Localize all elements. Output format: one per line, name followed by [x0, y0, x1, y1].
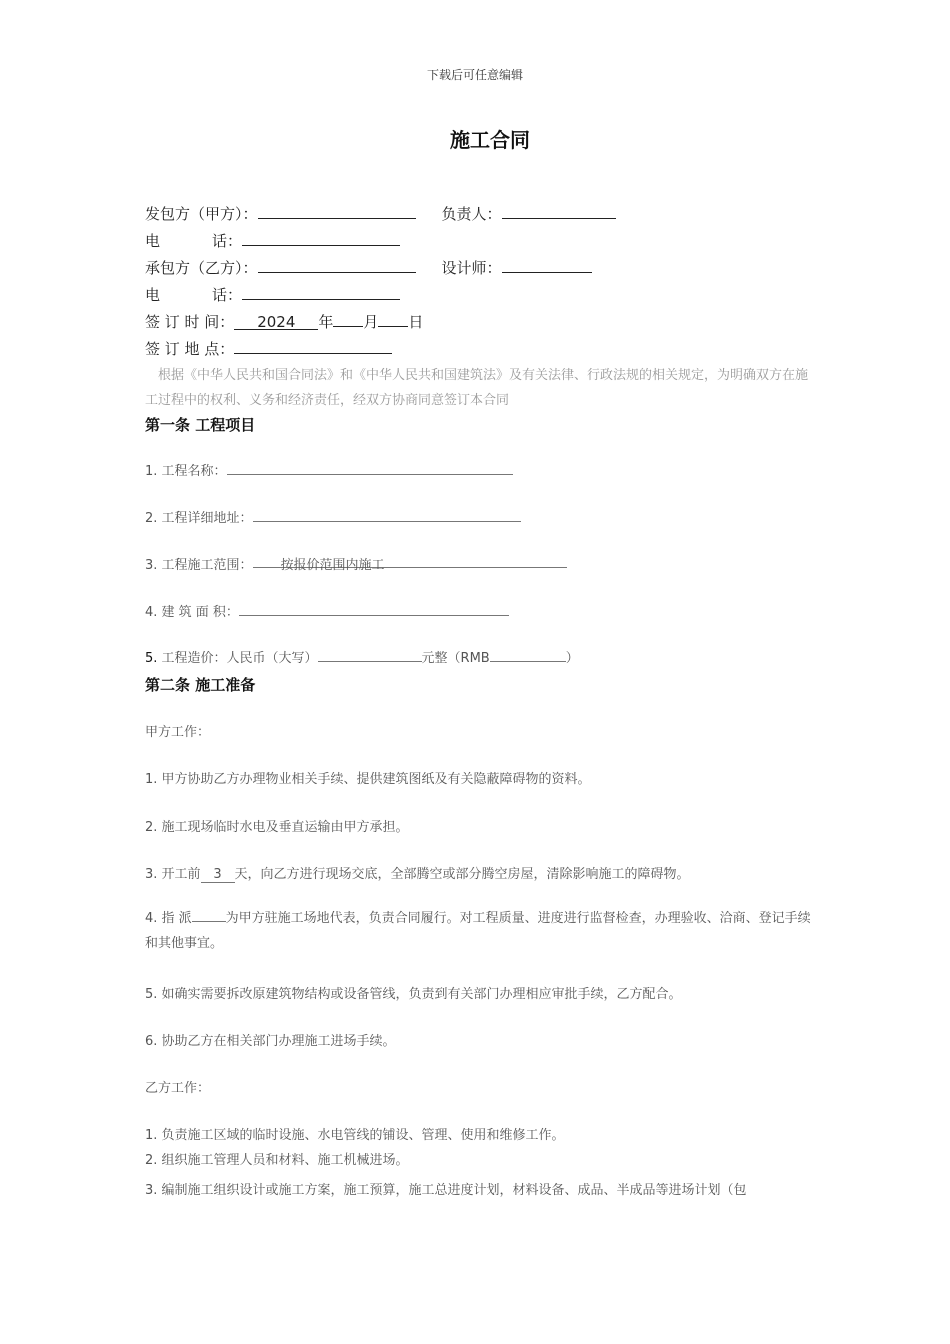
article2-heading: 第二条 施工准备 — [145, 676, 256, 694]
project-scope-row — [145, 554, 567, 573]
designer-field[interactable] — [502, 256, 592, 273]
principal-field[interactable] — [502, 202, 616, 219]
project-name-label: 1. 工程名称： — [145, 464, 227, 479]
party-b-item-1: 1. 负责施工区域的临时设施、水电管线的铺设、管理、使用和维修工作。 — [145, 1128, 565, 1143]
contractor-row — [145, 256, 592, 278]
principal-label: 负责人： — [441, 205, 502, 223]
sign-year-field[interactable]: 2024 — [234, 313, 318, 330]
contractor-field[interactable] — [258, 256, 416, 273]
project-address-label: 2. 工程详细地址： — [145, 511, 253, 526]
phone1-field[interactable] — [242, 229, 400, 246]
phone1-label-a: 电 — [145, 232, 161, 250]
representative-field[interactable] — [192, 906, 226, 922]
party-a-title: 甲方工作： — [145, 725, 211, 740]
sign-place-row — [145, 337, 392, 359]
project-name-field[interactable] — [227, 460, 513, 475]
contractor-label: 承包方（乙方）： — [145, 259, 258, 277]
article1-heading: 第一条 工程项目 — [145, 416, 256, 434]
project-cost-number: 5. — [145, 651, 158, 666]
project-address-field[interactable] — [253, 507, 521, 522]
project-name-row — [145, 460, 513, 479]
party-a-item-2: 2. 施工现场临时水电及垂直运输由甲方承担。 — [145, 820, 409, 835]
day-unit: 日 — [408, 313, 424, 331]
employer-row — [145, 202, 616, 224]
party-b-item-3: 3. 编制施工组织设计或施工方案，施工预算，施工总进度计划，材料设备、成品、半成品等进场计划（包 — [145, 1183, 747, 1198]
party-a-item-3-post: 天，向乙方进行现场交底，全部腾空或部分腾空房屋，清除影响施工的障碍物。 — [234, 867, 690, 882]
project-cost-close: ） — [565, 651, 579, 666]
project-cost-rmb-label: 元整（RMB — [421, 651, 490, 666]
party-b-title: 乙方工作： — [145, 1081, 211, 1096]
month-unit: 月 — [363, 313, 379, 331]
sign-place-label: 签 订 地 点： — [145, 340, 235, 358]
designer-label: 设计师： — [441, 259, 502, 277]
project-cost-row — [145, 647, 579, 666]
party-a-item-1: 1. 甲方协助乙方办理物业相关手续、提供建筑图纸及有关隐蔽障碍物的资料。 — [145, 772, 591, 787]
intro-paragraph: 根据《中华人民共和国合同法》和《中华人民共和国建筑法》及有关法律、行政法规的相关规定，为明确双方在施工过程中的权利、义务和经济责任，经双方协商同意签订本合同 — [145, 368, 809, 408]
phone1-row — [145, 229, 400, 251]
phone1-label-b: 话： — [212, 232, 243, 250]
phone2-label-b: 话： — [212, 286, 243, 304]
phone2-field[interactable] — [242, 283, 400, 300]
party-a-item-4 — [145, 906, 815, 956]
sign-place-field[interactable] — [234, 337, 392, 354]
party-a-item-4-post: 为甲方驻施工场地代表，负责合同履行。对工程质量、进度进行监督检查，办理验收、洽商、登记手续和其他事宜。 — [145, 911, 811, 951]
building-area-field[interactable] — [239, 601, 509, 616]
party-a-item-3-pre: 3. 开工前 — [145, 867, 201, 882]
employer-label: 发包方（甲方）： — [145, 205, 258, 223]
sign-time-row — [145, 310, 423, 332]
year-unit: 年 — [318, 313, 334, 331]
party-a-item-4-pre: 4. 指 派 — [145, 911, 192, 926]
phone2-row — [145, 283, 400, 305]
cost-words-field[interactable] — [318, 647, 422, 662]
handover-days-field[interactable]: 3 — [201, 867, 235, 883]
phone2-label-a: 电 — [145, 286, 161, 304]
project-address-row — [145, 507, 521, 526]
party-a-item-3 — [145, 863, 690, 883]
sign-time-label: 签 订 时 间： — [145, 313, 235, 331]
party-a-item-6: 6. 协助乙方在相关部门办理施工进场手续。 — [145, 1034, 396, 1049]
project-scope-label: 3. 工程施工范围： — [145, 558, 253, 573]
party-b-item-2: 2. 组织施工管理人员和材料、施工机械进场。 — [145, 1153, 409, 1168]
sign-day-field[interactable] — [378, 310, 408, 327]
project-cost-label: 工程造价：人民币（大写） — [157, 651, 318, 666]
sign-month-field[interactable] — [333, 310, 363, 327]
page-title: 施工合同 — [450, 128, 530, 152]
employer-field[interactable] — [258, 202, 416, 219]
building-area-label: 4. 建 筑 面 积： — [145, 605, 239, 620]
project-scope-value: 按报价范围内施工 — [280, 558, 385, 573]
cost-rmb-field[interactable] — [490, 647, 566, 662]
building-area-row — [145, 601, 509, 620]
header-note: 下载后可任意编辑 — [426, 68, 523, 82]
party-a-item-5: 5. 如确实需要拆改原建筑物结构或设备管线，负责到有关部门办理相应审批手续，乙方配合。 — [145, 987, 682, 1002]
project-scope-field[interactable] — [253, 554, 567, 573]
